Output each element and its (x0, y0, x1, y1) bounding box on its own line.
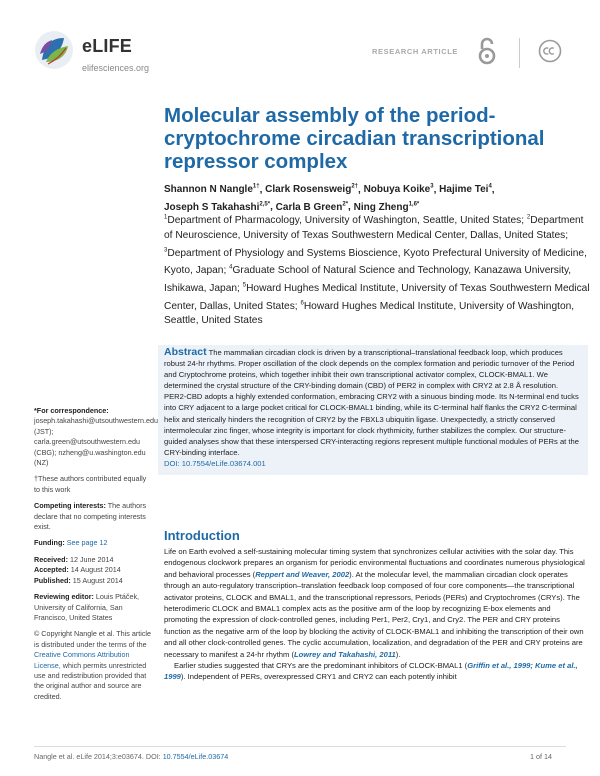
introduction-heading: Introduction (164, 528, 240, 543)
copyright: © Copyright Nangle et al. This article is distributed under the terms of the Creative Commons Attribution License, which permits unrestricted use and redistribution provided that the original author and source are credited. (34, 629, 152, 701)
funding-link[interactable]: See page 12 (66, 538, 108, 548)
creative-commons-icon (538, 39, 562, 63)
article-type: RESEARCH ARTICLE (372, 47, 458, 56)
author: Hajime Tei$^4$ (439, 184, 492, 196)
author: Shannon N Nangle$^{1\dagger}$ (164, 184, 260, 196)
author: Ning Zheng$^{1,6*}$ (353, 201, 420, 213)
author: Nobuya Koike$^3$ (363, 184, 434, 196)
paragraph: Earlier studies suggested that CRYs are the predominant inhibitors of CLOCK-BMAL1 (Griffin et al., 1999; Kume et al., 1999). Independent of PERs, overexpressed CRY1 and CRY2 can each potently inhibit (164, 661, 578, 682)
header-divider (519, 38, 520, 68)
correspondence: *For correspondence: joseph.takahashi@utsouthwestern.edu (JST); carla.green@utsouthwestern.edu (CBG); nzheng@u.washington.edu (NZ) (34, 406, 158, 468)
affiliation: $^5$Howard Hughes Medical Institute, University of Texas Southwestern Medical Center, Dallas, United States; (164, 282, 590, 312)
paragraph: Life on Earth evolved a self-sustaining molecular timing system that synchronizes cellular activities with the solar day. This endogenous clockwork prepares an organism for periodic environmental fluctuations and coordinates numerous physiological and behavioral processes (Reppert and Weaver, 2002). At the molecular level, the mammalian circadian clock operates through an auto-regulatory transcription–translation feedback loop composed of four core components—the transcriptional activator proteins, CLOCK and BMAL1, and the transcriptional repressors, Periods (PERs) and Cryptochromes (CRYs). The heterodimeric CLOCK and BMAL1 complex acts as the positive arm of the loop by recognizing E-box elements and promoting the expression of clock-controlled genes, including Per1, Per2, Cry1, and Cry2. The PER and CRY proteins function as the negative arm of the loop by blocking the activity of CLOCK-BMAL1 and inhibiting the transcription of their own and all other clock-controlled genes. The cyclic accumulation, localization, and degradation of the PER and CRY proteins are necessary to manifest a 24-hr rhythm (Lowrey and Takahashi, 2011). (164, 547, 585, 659)
brand-name: eLIFE (82, 36, 133, 56)
paper-title: Molecular assembly of the period-cryptochrome circadian transcriptional repressor complex (164, 104, 545, 173)
author: Clark Rosensweig$^{2\dagger}$ (265, 184, 358, 196)
affiliations (164, 211, 594, 329)
footer-divider (34, 746, 566, 747)
abstract (164, 347, 580, 469)
abstract-doi-link[interactable]: DOI: 10.7554/eLife.03674.001 (164, 458, 266, 468)
affiliation: $^6$Howard Hughes Medical Institute, University of Washington, Seattle, United States (164, 300, 575, 327)
citation-link[interactable]: Griffin et al., 1999; Kume et al., 1999 (164, 661, 578, 682)
open-access-icon (476, 36, 498, 66)
equal-contribution-note: †These authors contributed equally to this work (34, 474, 147, 494)
elife-logo-icon (34, 30, 74, 70)
introduction-body (164, 546, 586, 683)
license-link[interactable]: Creative Commons Attribution License, (34, 650, 130, 670)
competing-interests: Competing interests: The authors declare that no competing interests exist. (34, 501, 147, 532)
affiliation: $^2$Department of Neuroscience, University of Texas Southwestern Medical Center, Dallas, United States; (164, 215, 584, 241)
brand-url[interactable]: elifesciences.org (82, 63, 150, 73)
author: Carla B Green$^{2*}$ (275, 201, 349, 213)
citation-link[interactable]: Lowrey and Takahashi, 2011 (294, 649, 396, 659)
affiliation: $^4$Graduate School of Natural Science and Technology, Kanazawa University, Ishikawa, Japan; (164, 265, 572, 295)
reviewing-editor: Reviewing editor: Louis Ptáček, University of California, San Francisco, United States (34, 592, 140, 622)
author: Joseph S Takahashi$^{2,5*}$ (164, 201, 271, 213)
citation-link[interactable]: Reppert and Weaver, 2002 (255, 569, 350, 579)
dates: Received: 12 June 2014 Accepted: 14 August 2014 Published: 15 August 2014 (34, 554, 123, 585)
affiliation: $^3$Department of Physiology and Systems Bioscience, Kyoto Prefectural University of Medicine, Kyoto, Japan; (164, 247, 587, 277)
abstract-text: The mammalian circadian clock is driven by a transcriptional–translational feedback loop, which produces robust 24-hr rhythms. Proper oscillation of the clock depends on the complex formation and periodic turnover of the Period and Cryptochrome proteins, which together inhibit their own transcriptional activator complex, CLOCK-BMAL1. We determined the crystal structure of the CRY-binding domain (CBD) of PER2 in complex with CRY2 at 2.8 Å resolution. PER2-CBD adopts a highly extended conformation, embracing CRY2 with a sinuous binding mode. Its N-terminal end tucks into CRY adjacent to a large pocket critical for CLOCK-BMAL1 binding, while its C-terminal half flanks the CRY2 C-terminal helix and sterically hinders the recognition of CRY2 by the FBXL3 ubiquitin ligase. Unexpectedly, a strictly conserved intermolecular zinc finger, whose integrity is important for clock rhythmicity, further stabilizes the complex. Our structure-guided analyses show that these interspersed CRY-interacting regions represent multiple functional modules of PERs at the CRY-binding interface. (164, 348, 579, 457)
page-number: 1 of 14 (530, 752, 552, 761)
correspondence-emails[interactable]: joseph.takahashi@utsouthwestern.edu (JST); carla.green@utsouthwestern.edu (CBG); nzheng@u.washington.edu (NZ) (34, 416, 158, 468)
funding: Funding: See page 12 (34, 538, 108, 548)
footer-citation: Nangle et al. eLife 2014;3:e03674. DOI: 10.7554/eLife.03674 (34, 752, 229, 761)
affiliation: $^1$Department of Pharmacology, University of Washington, Seattle, United States; (164, 215, 525, 227)
author-list: Shannon N Nangle$^{1\dagger}$, Clark Rosensweig$^{2\dagger}$, Nobuya Koike$^3$, Hajime Tei$^4$, Joseph S Takahashi$^{2,5*}$, Carla B Green$^{2*}$, Ning Zheng$^{1,6*}$ (164, 184, 495, 213)
abstract-label: Abstract (164, 346, 207, 358)
article-info-sidebar (34, 406, 158, 708)
footer-doi-link[interactable]: 10.7554/eLife.03674 (162, 752, 229, 761)
